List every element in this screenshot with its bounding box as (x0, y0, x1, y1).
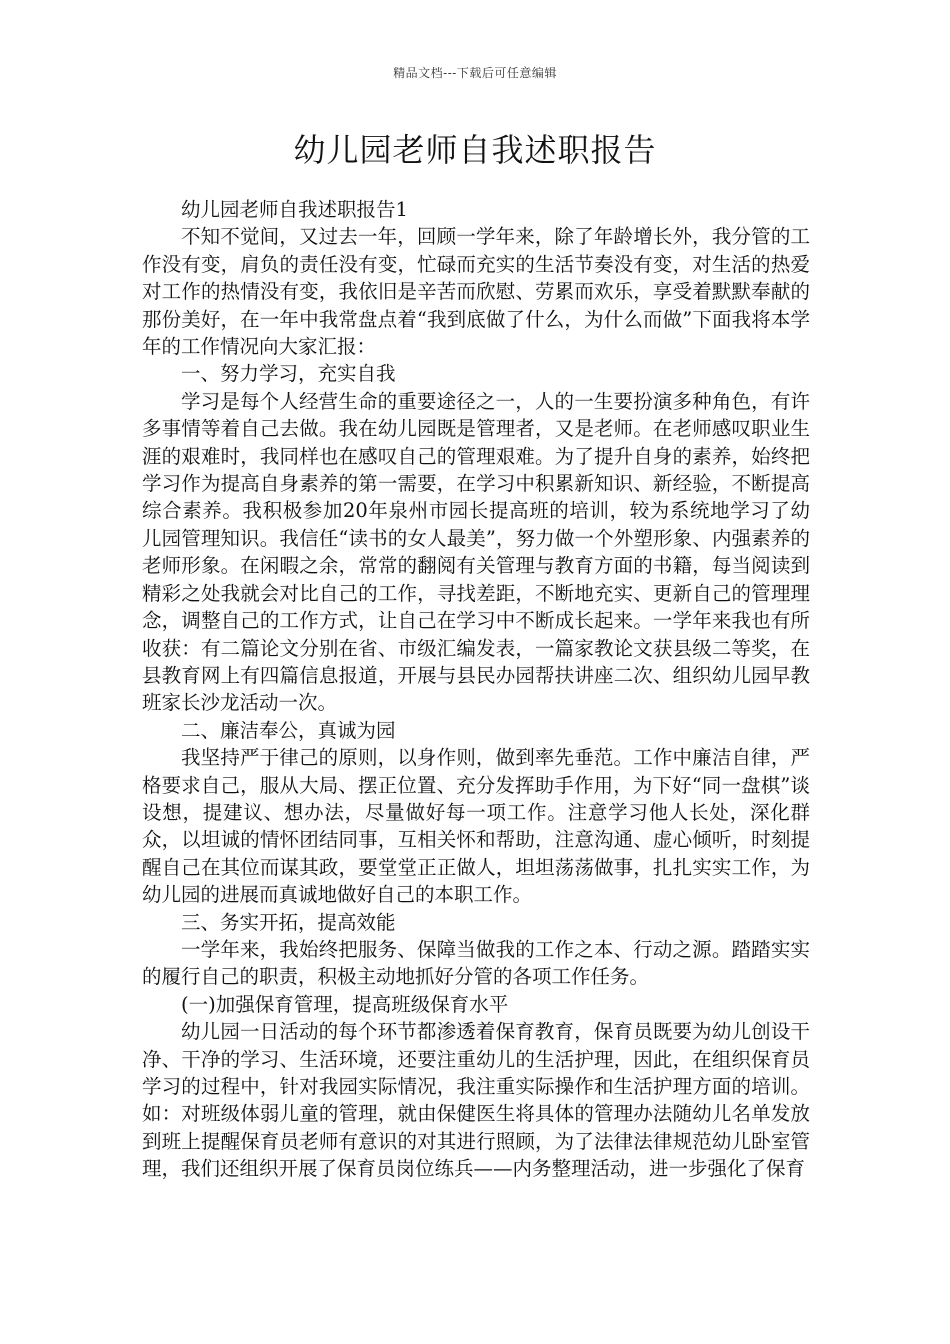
section-1-paragraph: 学习是每个人经营生命的重要途径之一，人的一生要扮演多种角色，有许多事情等着自己去做。我在幼儿园既是管理者，又是老师。在老师感叹职业生涯的艰难时，我同样也在感叹自己的管理艰难。为了提升自身的素养，始终把学习作为提高自身素养的第一需要，在学习中积累新知识、新经验，不断提高综合素养。我积极参加20年泉州市园长提高班的培训，较为系统地学习了幼儿园管理知识。我信任“读书的女人最美”，努力做一个外塑形象、内强素养的老师形象。在闲暇之余，常常的翻阅有关管理与教育方面的书籍，每当阅读到精彩之处我就会对比自己的工作，寻找差距，不断地充实、更新自己的管理理念，调整自己的工作方式，让自己在学习中不断成长起来。一学年来我也有所收获：有二篇论文分别在省、市级汇编发表，一篇家教论文获县级二等奖，在县教育网上有四篇信息报道，开展与县民办园帮扶讲座二次、组织幼儿园早教班家长沙龙活动一次。 (142, 389, 810, 715)
document-title: 幼儿园老师自我述职报告 (293, 131, 657, 169)
section-heading-1: 一、努力学习，充实自我 (181, 362, 396, 386)
intro-paragraph: 不知不觉间，又过去一年，回顾一学年来，除了年龄增长外，我分管的工作没有变，肩负的责任没有变，忙碌而充实的生活节奏没有变，对生活的热爱对工作的热情没有变，我依旧是辛苦而欣慰、劳累而欢乐，享受着默默奉献的那份美好，在一年中我常盘点着“我到底做了什么，为什么而做”下面我将本学年的工作情况向大家汇报： (142, 225, 810, 359)
page-header-note: 精品文档---下载后可任意编辑 (393, 66, 557, 80)
section-2-paragraph: 我坚持严于律己的原则，以身作则，做到率先垂范。工作中廉洁自律，严格要求自己，服从大局、摆正位置、充分发挥助手作用，为下好“同一盘棋”谈设想，提建议、想办法，尽量做好每一项工作。注意学习他人长处，深化群众，以坦诚的情怀团结同事，互相关怀和帮助，注意沟通、虚心倾听，时刻提醒自己在其位而谋其政，要堂堂正正做人，坦坦荡荡做事，扎扎实实工作，为幼儿园的进展而真诚地做好自己的本职工作。 (142, 746, 810, 907)
section-heading-3: 三、务实开拓，提高效能 (181, 910, 396, 934)
section-3-paragraph: 一学年来，我始终把服务、保障当做我的工作之本、行动之源。踏踏实实的履行自己的职责，积极主动地抓好分管的各项工作任务。 (142, 937, 810, 989)
subsection-heading-1: (一)加强保育管理，提高班级保育水平 (181, 992, 509, 1016)
report-subtitle: 幼儿园老师自我述职报告1 (181, 198, 408, 221)
document-body (142, 196, 810, 1183)
section-heading-2: 二、廉洁奉公，真诚为园 (181, 718, 396, 742)
subsection-1-paragraph: 幼儿园一日活动的每个环节都渗透着保育教育，保育员既要为幼儿创设干净、干净的学习、生活环境，还要注重幼儿的生活护理，因此，在组织保育员学习的过程中，针对我园实际情况，我注重实际操作和生活护理方面的培训。如：对班级体弱儿童的管理，就由保健医生将具体的管理办法随幼儿名单发放到班上提醒保育员老师有意识的对其进行照顾，为了法律法律规范幼儿卧室管理，我们还组织开展了保育员岗位练兵——内务整理活动，进一步强化了保育 (142, 1020, 810, 1181)
